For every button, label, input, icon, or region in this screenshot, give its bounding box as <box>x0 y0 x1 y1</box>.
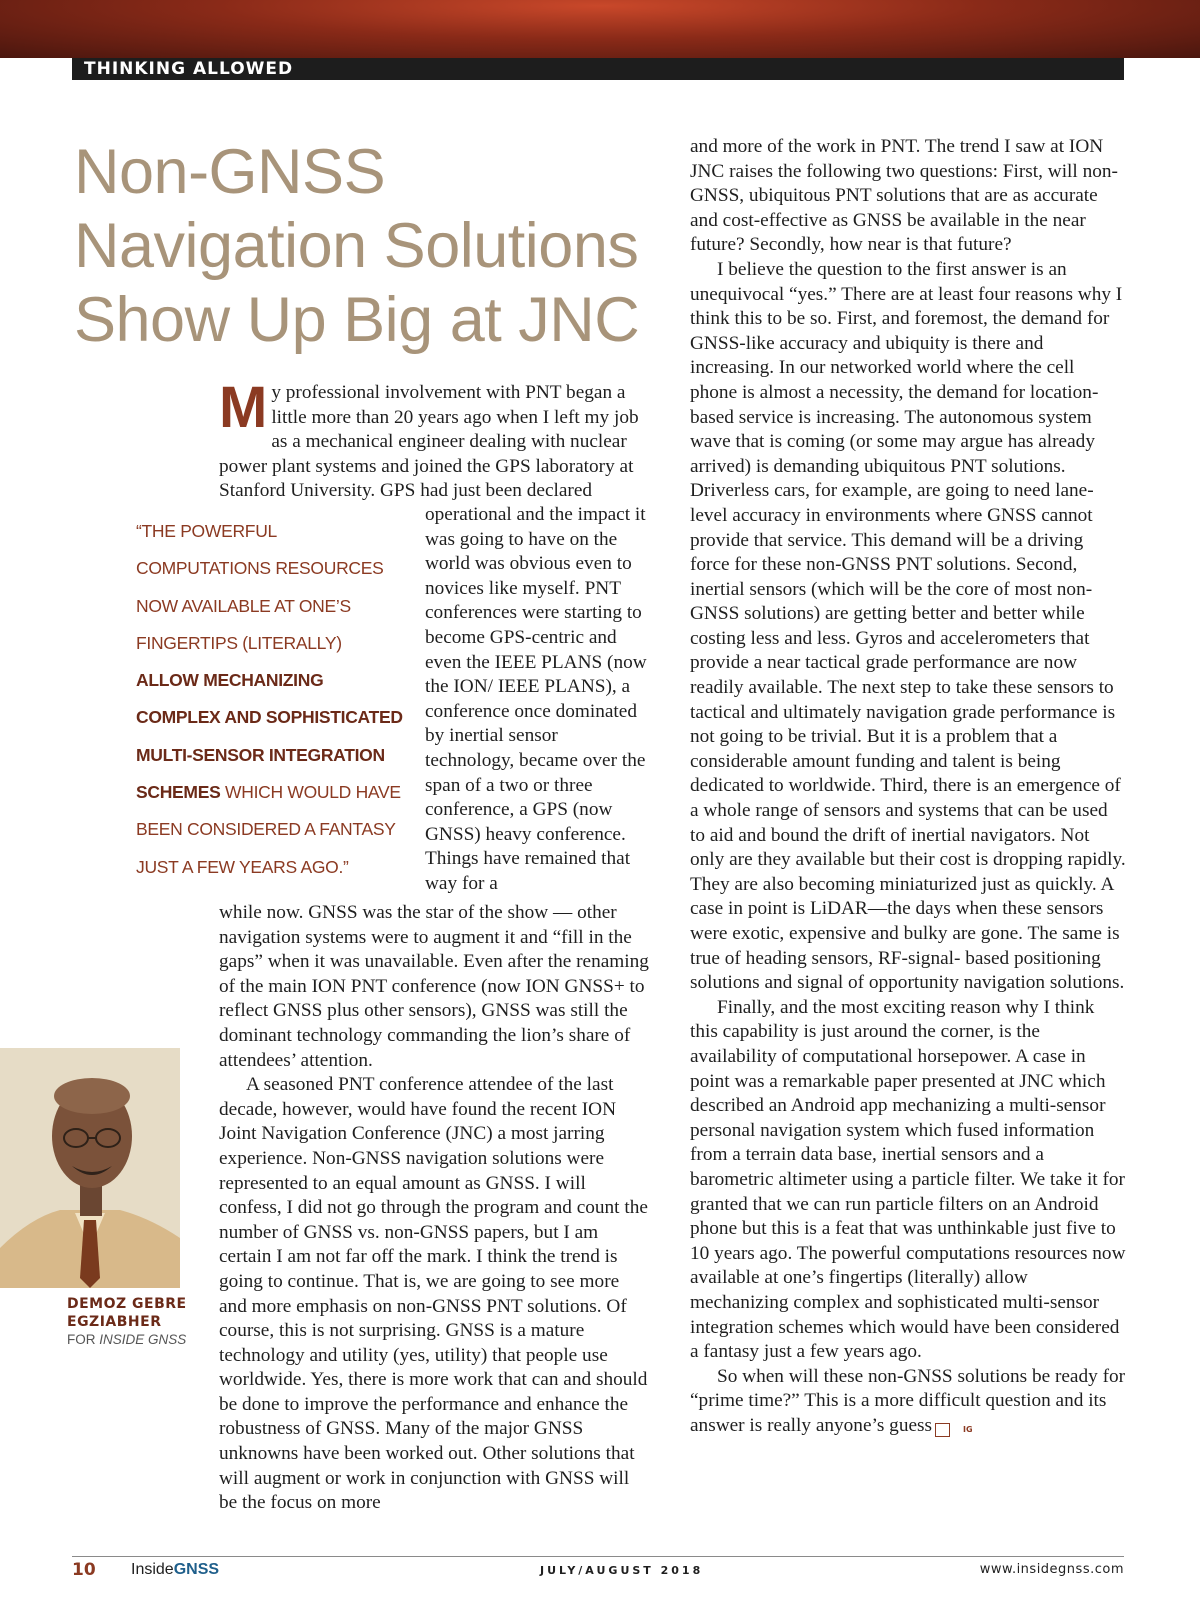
website-url: www.insidegnss.com <box>979 1562 1124 1577</box>
body-paragraph: and more of the work in PNT. The trend I saw at ION JNC raises the following two questions: First, will non-GNSS, ubiquitous PNT solutions that are as accurate and cost-effective as GNSS be available in the near future? Secondly, how near is that future? <box>690 136 1118 256</box>
page-number: 10 <box>72 1560 96 1580</box>
footer-divider <box>72 1556 1124 1557</box>
section-label: THINKING ALLOWED <box>84 59 294 79</box>
affiliation-publication: INSIDE GNSS <box>99 1332 187 1347</box>
issue-date: JULY/AUGUST 2018 <box>540 1564 704 1577</box>
header-banner <box>0 0 1200 58</box>
author-affiliation <box>67 1332 186 1347</box>
narrow-column-text <box>425 503 650 897</box>
body-paragraph: Finally, and the most exciting reason why I think this capability is just around the corner, is the availability of computational horsepower. A case in point was a remarkable paper presented at JNC which described an Android app mechanizing a multi-sensor personal navigation system which fused information from a terrain data base, inertial sensors and a barometric altimeter using a particle filter. We take it for granted that we can run particle filters on an Android phone but this is a feat that was unthinkable just five to 10 years ago. The powerful computations resources now available at one’s fingertips (literally) allow mechanizing complex and sophisticated multi-sensor integration schemes which would have been considered a fantasy just a few years ago. <box>690 996 1126 1363</box>
column-1-text <box>219 901 649 1516</box>
narrow-paragraph: operational and the impact it was going to have on the world was obvious even to novices like myself. PNT conferences were starting to become GPS-centric and even the IEEE PLANS (now the ION/ IEEE PLANS), a conference once dominated by inertial sensor technology, became over the span of a two or three conference, a GPS (now GNSS) heavy conference. Things have remained that way for a <box>425 504 647 894</box>
affiliation-prefix: FOR <box>67 1332 100 1347</box>
body-paragraph <box>690 1365 1126 1439</box>
logo-bold: GNSS <box>173 1561 220 1578</box>
column-2-text <box>690 135 1126 1438</box>
author-portrait-image <box>0 1048 180 1288</box>
intro-paragraph <box>219 375 649 504</box>
author-photo <box>0 1048 180 1288</box>
logo-plain: Inside <box>131 1561 174 1578</box>
pull-quote-part3: WHICH WOULD HAVE BEEN CONSIDERED A FANTASY JUST A FEW YEARS AGO.” <box>136 782 401 877</box>
pull-quote-part1: “THE POWERFUL COMPUTATIONS RESOURCES NOW AVAILABLE AT ONE’S FINGERTIPS (LITERALLY) <box>136 521 384 653</box>
closing-text: So when will these non-GNSS solutions be ready for “prime time?” This is a more difficult question and its answer is really anyone’s guess <box>690 1365 1126 1436</box>
intro-text: y professional involvement with PNT began a little more than 20 years ago when I left my job as a mechanical engineer dealing with nuclear power plant systems and joined the GPS laboratory at Stanford University. GPS had just been declared <box>219 382 639 502</box>
body-paragraph: I believe the question to the first answer is an unequivocal “yes.” There are at least four reasons why I think this to be so. First, and foremost, the demand for GNSS-like accuracy and ubiquity is there and increasing. In our networked world where the cell phone is almost a necessity, the demand for location-based service is increasing. The autonomous system wave that is coming (or some may argue has already arrived) is demanding ubiquitous PNT solutions. Driverless cars, for example, are going to need lane-level accuracy in environments where GNSS cannot provide that service. This demand will be a driving force for these non-GNSS PNT solutions. Second, inertial sensors (which will be the core of most non-GNSS solutions) are getting better and better while costing less and less. Gyros and accelerometers that provide a near tactical grade performance are now readily available. The next step to take these sensors to tactical and ultimately navigation grade performance is not going to be trivial. But it is a problem that a considerable amount funding and talent is being dedicated to worldwide. Third, there is an emergence of a whole range of sensors and systems that can be used to aid and bound the drift of inertial navigators. Not only are they available but their cost is dropping rapidly. They are also becoming miniaturized just as quickly. A case in point is LiDAR—the days when these sensors were exotic, expensive and bulky are gone. The same is true of heading sensors, RF-signal- based positioning solutions and signal of opportunity navigation solutions. <box>690 258 1126 994</box>
article-title: Non-GNSS Navigation Solutions Show Up Big at JNC <box>74 137 640 355</box>
footer-logo <box>131 1561 219 1579</box>
end-mark-icon: IG <box>935 1423 950 1437</box>
author-name: DEMOZ GEBRE EGZIABHER <box>67 1296 187 1330</box>
body-paragraph: A seasoned PNT conference attendee of the last decade, however, would have found the recent ION Joint Navigation Conference (JNC) a most jarring experience. Non-GNSS navigation solutions were represented to an equal amount as GNSS. I will confess, I did not go through the program and count the number of GNSS vs. non-GNSS papers, but I am certain I am not far off the mark. I think the trend is going to continue. That is, we are going to see more and more emphasis on non-GNSS PNT solutions. Of course, this is not surprising. GNSS is a mature technology and utility (yes, utility) that people use worldwide. Yes, there is more work that can and should be done to improve the performance and enhance the robustness of GNSS. Many of the major GNSS unknowns have been worked out. Other solutions that will augment or work in conjunction with GNSS will be the focus on more <box>219 1074 648 1514</box>
drop-cap: M <box>219 375 268 440</box>
pull-quote-emphasis: ALLOW MECHANIZING COMPLEX AND SOPHISTICATED MULTI-SENSOR INTEGRATION SCHEMES <box>136 670 403 803</box>
pull-quote <box>136 513 408 886</box>
body-paragraph: while now. GNSS was the star of the show — other navigation systems were to augment it and “fill in the gaps” when it was unavailable. Even after the renaming of the main ION PNT conference (now ION GNSS+ to reflect GNSS plus other sensors), GNSS was still the dominant technology commanding the lion’s share of attendees’ attention. <box>219 902 649 1071</box>
